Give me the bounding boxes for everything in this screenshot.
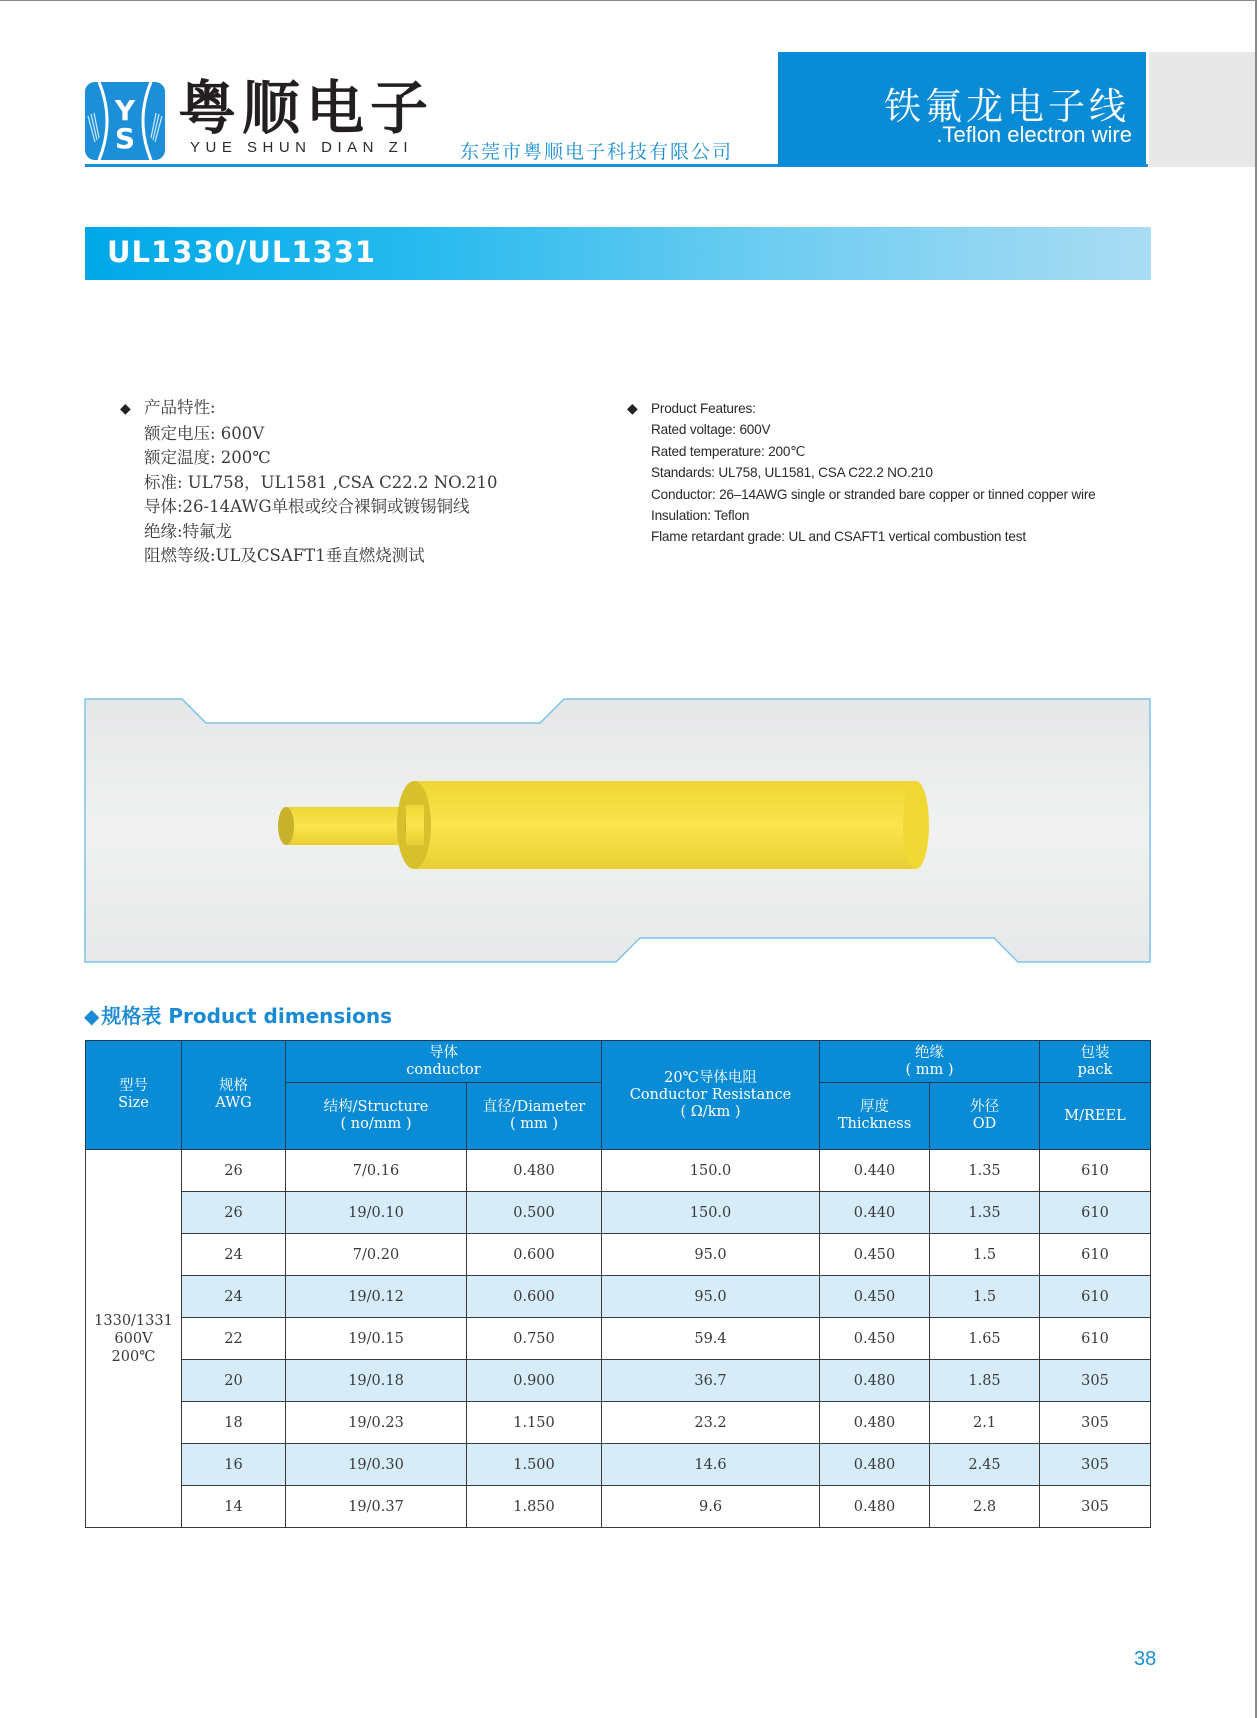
table-row — [86, 1444, 1151, 1486]
cell-awg: 26 — [182, 1192, 286, 1234]
feature-item: Standards: UL758, UL1581, CSA C22.2 NO.210 — [651, 465, 933, 481]
cell-od: 1.5 — [930, 1276, 1040, 1318]
category-title-box — [778, 52, 1146, 166]
model-cell: 1330/1331 600V 200℃ — [86, 1150, 182, 1528]
cell-od: 2.8 — [930, 1486, 1040, 1528]
category-title-en: .Teflon electron wire — [936, 122, 1132, 147]
cell-thickness: 0.440 — [820, 1150, 930, 1192]
cell-awg: 18 — [182, 1402, 286, 1444]
feature-item: Rated temperature: 200℃ — [651, 443, 806, 459]
svg-text:Y: Y — [114, 94, 136, 127]
product-dimensions-table — [85, 1040, 1151, 1528]
diamond-bullet-icon: ◆ — [627, 400, 638, 416]
cell-reel: 610 — [1040, 1192, 1151, 1234]
column-header-reel: M/REEL — [1040, 1083, 1151, 1150]
feature-item: Rated voltage: 600V — [651, 422, 771, 438]
company-name: 东莞市粤顺电子科技有限公司 — [460, 141, 734, 163]
column-header-diameter: 直径/Diameter ( mm ) — [467, 1083, 602, 1150]
decorative-gray-block — [1149, 52, 1255, 167]
cell-resistance: 9.6 — [602, 1486, 820, 1528]
feature-item: 额定电压: 600V — [144, 423, 265, 443]
feature-item: Conductor: 26–14AWG single or stranded bare copper or tinned copper wire — [651, 486, 1096, 502]
cell-resistance: 14.6 — [602, 1444, 820, 1486]
cell-resistance: 150.0 — [602, 1150, 820, 1192]
feature-item: 导体:26-14AWG单根或绞合裸铜或镀锡铜线 — [144, 497, 470, 516]
cell-diameter: 1.150 — [467, 1402, 602, 1444]
cell-od: 1.35 — [930, 1150, 1040, 1192]
cell-diameter: 1.850 — [467, 1486, 602, 1528]
cell-awg: 22 — [182, 1318, 286, 1360]
cell-resistance: 36.7 — [602, 1360, 820, 1402]
product-model-title: UL1330/UL1331 — [107, 235, 377, 269]
cell-awg: 24 — [182, 1276, 286, 1318]
feature-item: 阻燃等级:UL及CSAFT1垂直燃烧测试 — [144, 546, 425, 565]
diamond-bullet-icon: ◆ — [120, 401, 131, 417]
cell-diameter: 0.600 — [467, 1276, 602, 1318]
table-row — [86, 1234, 1151, 1276]
column-header-size: 型号 Size — [86, 1041, 182, 1150]
feature-item: Flame retardant grade: UL and CSAFT1 vertical combustion test — [651, 529, 1026, 545]
feature-item: 标准: UL758，UL1581 ,CSA C22.2 NO.210 — [144, 472, 498, 492]
table-row — [86, 1276, 1151, 1318]
cell-diameter: 0.600 — [467, 1234, 602, 1276]
brand-name-cn: 粤顺电子 — [178, 74, 435, 142]
cell-resistance: 95.0 — [602, 1234, 820, 1276]
cell-awg: 24 — [182, 1234, 286, 1276]
cell-thickness: 0.450 — [820, 1234, 930, 1276]
column-header-awg: 规格 AWG — [182, 1041, 286, 1150]
cell-awg: 20 — [182, 1360, 286, 1402]
cell-diameter: 1.500 — [467, 1444, 602, 1486]
cell-reel: 305 — [1040, 1360, 1151, 1402]
cell-resistance: 150.0 — [602, 1192, 820, 1234]
column-header-structure: 结构/Structure ( no/mm ) — [286, 1083, 467, 1150]
company-logo-icon — [85, 82, 165, 160]
cell-thickness: 0.450 — [820, 1318, 930, 1360]
cell-awg: 26 — [182, 1150, 286, 1192]
cell-od: 2.1 — [930, 1402, 1040, 1444]
wire-illustration-icon — [84, 697, 1151, 964]
cell-diameter: 0.480 — [467, 1150, 602, 1192]
column-group-conductor: 导体 conductor — [286, 1041, 602, 1083]
svg-text:S: S — [114, 122, 136, 155]
cell-structure: 19/0.30 — [286, 1444, 467, 1486]
cell-od: 1.85 — [930, 1360, 1040, 1402]
cell-awg: 16 — [182, 1444, 286, 1486]
cell-awg: 14 — [182, 1486, 286, 1528]
cell-thickness: 0.480 — [820, 1360, 930, 1402]
table-row — [86, 1486, 1151, 1528]
cell-resistance: 95.0 — [602, 1276, 820, 1318]
cell-reel: 305 — [1040, 1444, 1151, 1486]
feature-item: Insulation: Teflon — [651, 508, 750, 524]
cell-od: 1.5 — [930, 1234, 1040, 1276]
column-header-od: 外径 OD — [930, 1083, 1040, 1150]
cell-structure: 7/0.20 — [286, 1234, 467, 1276]
cell-diameter: 0.750 — [467, 1318, 602, 1360]
cell-thickness: 0.480 — [820, 1402, 930, 1444]
cell-structure: 19/0.15 — [286, 1318, 467, 1360]
cell-reel: 610 — [1040, 1318, 1151, 1360]
cell-thickness: 0.480 — [820, 1444, 930, 1486]
category-title-cn: 铁氟龙电子线 — [884, 85, 1130, 128]
cell-diameter: 0.900 — [467, 1360, 602, 1402]
table-row — [86, 1318, 1151, 1360]
cell-resistance: 59.4 — [602, 1318, 820, 1360]
cell-reel: 305 — [1040, 1402, 1151, 1444]
cell-reel: 610 — [1040, 1276, 1151, 1318]
cell-structure: 7/0.16 — [286, 1150, 467, 1192]
dimensions-heading: ◆ 规格表 Product dimensions — [84, 1004, 393, 1028]
cell-thickness: 0.450 — [820, 1276, 930, 1318]
cell-reel: 610 — [1040, 1234, 1151, 1276]
product-image-panel — [84, 697, 1151, 964]
column-header-resistance: 20℃导体电阻 Conductor Resistance ( Ω/km ) — [602, 1041, 820, 1150]
table-row — [86, 1192, 1151, 1234]
cell-thickness: 0.440 — [820, 1192, 930, 1234]
column-header-thickness: 厚度 Thickness — [820, 1083, 930, 1150]
features-list-cn — [120, 396, 497, 569]
table-row — [86, 1402, 1151, 1444]
product-banner — [85, 227, 1151, 280]
feature-item: 绝缘:特氟龙 — [144, 521, 233, 541]
features-list-en — [627, 398, 1096, 548]
cell-od: 1.65 — [930, 1318, 1040, 1360]
column-group-insulation: 绝缘 ( mm ) — [820, 1041, 1040, 1083]
cell-reel: 610 — [1040, 1150, 1151, 1192]
cell-structure: 19/0.37 — [286, 1486, 467, 1528]
cell-structure: 19/0.12 — [286, 1276, 467, 1318]
features-heading-en: ◆ Product Features: — [627, 398, 1096, 419]
diamond-bullet-icon: ◆ — [84, 1004, 100, 1028]
cell-resistance: 23.2 — [602, 1402, 820, 1444]
feature-item: 额定温度: 200℃ — [144, 448, 271, 467]
cell-structure: 19/0.23 — [286, 1402, 467, 1444]
page-number: 38 — [1134, 1648, 1157, 1670]
table-row — [86, 1150, 1151, 1192]
cell-thickness: 0.480 — [820, 1486, 930, 1528]
cell-reel: 305 — [1040, 1486, 1151, 1528]
cell-structure: 19/0.18 — [286, 1360, 467, 1402]
cell-od: 1.35 — [930, 1192, 1040, 1234]
cell-diameter: 0.500 — [467, 1192, 602, 1234]
brand-name-en: YUE SHUN DIAN ZI — [190, 139, 414, 156]
cell-structure: 19/0.10 — [286, 1192, 467, 1234]
features-heading-cn: ◆ 产品特性: — [120, 396, 497, 422]
table-row — [86, 1360, 1151, 1402]
cell-od: 2.45 — [930, 1444, 1040, 1486]
column-group-pack: 包装 pack — [1040, 1041, 1151, 1083]
